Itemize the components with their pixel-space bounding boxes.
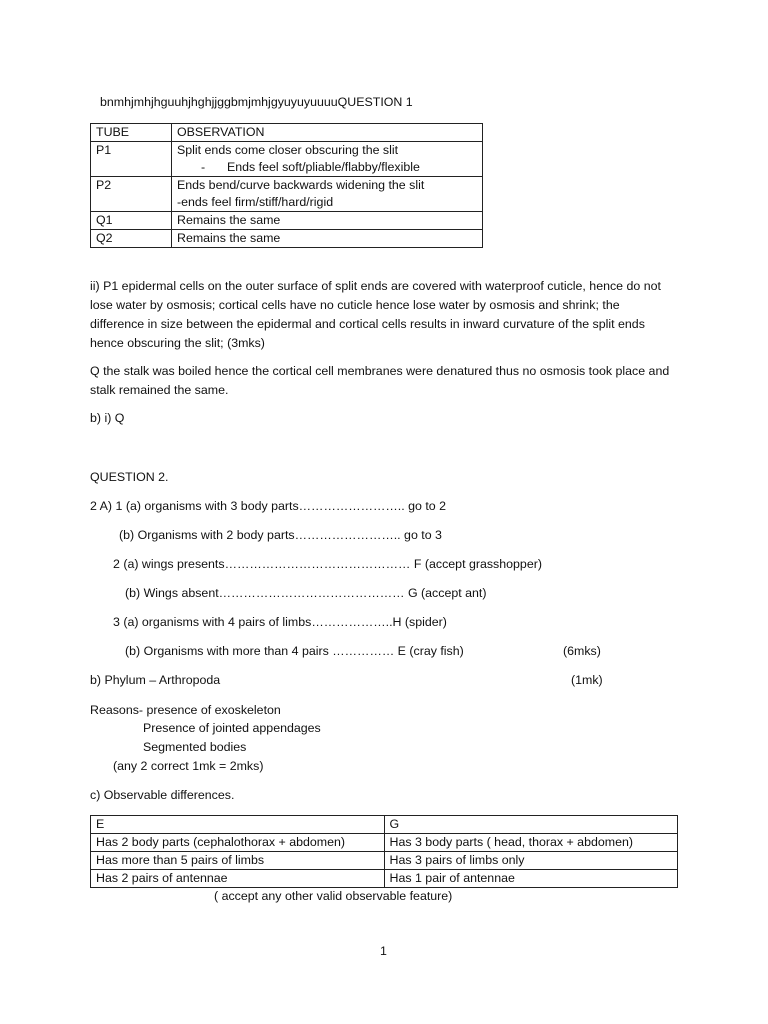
table-header-row — [91, 124, 483, 142]
observation-line — [177, 159, 477, 176]
cell-e: Has 2 body parts (cephalothorax + abdomen) — [91, 834, 385, 852]
header-tube: TUBE — [91, 124, 172, 142]
table-row — [91, 177, 483, 212]
phylum-marks: (1mk) — [571, 673, 603, 687]
key-line-3a: 3 (a) organisms with 4 pairs of limbs………………..H (spider) — [113, 615, 447, 629]
key-marks: (6mks) — [563, 644, 601, 658]
key-line-3b: (b) Organisms with more than 4 pairs …………… E (cray fish) — [125, 644, 464, 658]
reason-2: Presence of jointed appendages — [143, 721, 321, 735]
cell-g: Has 3 pairs of limbs only — [384, 852, 678, 870]
cell-g: Has 1 pair of antennae — [384, 870, 678, 888]
table-row — [91, 870, 678, 888]
cell-e: Has more than 5 pairs of limbs — [91, 852, 385, 870]
observation-cell: Remains the same — [172, 212, 483, 230]
reasons-marks-note: (any 2 correct 1mk = 2mks) — [113, 759, 264, 773]
key-line-1a: 2 A) 1 (a) organisms with 3 body parts…………………….. go to 2 — [90, 499, 447, 513]
reason-3: Segmented bodies — [143, 740, 247, 754]
reason-1: Reasons- presence of exoskeleton — [90, 703, 281, 717]
accept-note: ( accept any other valid observable feature) — [214, 889, 453, 903]
table-row — [91, 852, 678, 870]
tube-cell: Q2 — [91, 230, 172, 248]
table-header-row — [91, 816, 678, 834]
observation-text: Ends feel soft/pliable/flabby/flexible — [227, 160, 420, 174]
table-row — [91, 142, 483, 177]
question-2-heading: QUESTION 2. — [90, 470, 169, 484]
observation-cell: Remains the same — [172, 230, 483, 248]
table-row — [91, 212, 483, 230]
header-g: G — [384, 816, 678, 834]
observation-cell — [172, 142, 483, 177]
observation-line: Split ends come closer obscuring the slit — [177, 143, 399, 157]
answer-q-paragraph: Q the stalk was boiled hence the cortical cell membranes were denatured thus no osmosis took place and stalk remained the same. — [90, 364, 670, 397]
page-number: 1 — [380, 944, 387, 958]
bullet-dash: - — [201, 160, 206, 174]
answer-b-i: b) i) Q — [90, 411, 125, 425]
header-observation: OBSERVATION — [172, 124, 483, 142]
observation-cell — [172, 177, 483, 212]
observation-line: -ends feel firm/stiff/hard/rigid — [177, 195, 334, 209]
part-c-heading: c) Observable differences. — [90, 788, 235, 802]
cell-e: Has 2 pairs of antennae — [91, 870, 385, 888]
tube-cell: P1 — [91, 142, 172, 177]
observation-line: Ends bend/curve backwards widening the slit — [177, 178, 425, 192]
tube-cell: P2 — [91, 177, 172, 212]
key-line-2a: 2 (a) wings presents……………………………………… F (accept grasshopper) — [113, 557, 542, 571]
tube-cell: Q1 — [91, 212, 172, 230]
answer-ii-paragraph: ii) P1 epidermal cells on the outer surface of split ends are covered with waterproof cuticle, hence do not lose water by osmosis; cortical cells have no cuticle hence lose water by osmosis and shrink; the difference in size between the epidermal and cortical cells results in inward curvature of the split ends hence obscuring the slit; (3mks) — [90, 279, 661, 350]
key-line-1b: (b) Organisms with 2 body parts…………………….. go to 3 — [119, 528, 442, 542]
table-row — [91, 230, 483, 248]
header-e: E — [91, 816, 385, 834]
phylum-answer: b) Phylum – Arthropoda — [90, 673, 221, 687]
question-1-heading: bnmhjmhjhguuhjhghjjggbmjmhjgyuyuyuuuuQUESTION 1 — [100, 95, 413, 109]
observation-table — [90, 123, 483, 248]
key-line-2b: (b) Wings absent……………………………………… G (accept ant) — [125, 586, 487, 600]
cell-g: Has 3 body parts ( head, thorax + abdomen) — [384, 834, 678, 852]
table-row — [91, 834, 678, 852]
differences-table — [90, 815, 678, 888]
